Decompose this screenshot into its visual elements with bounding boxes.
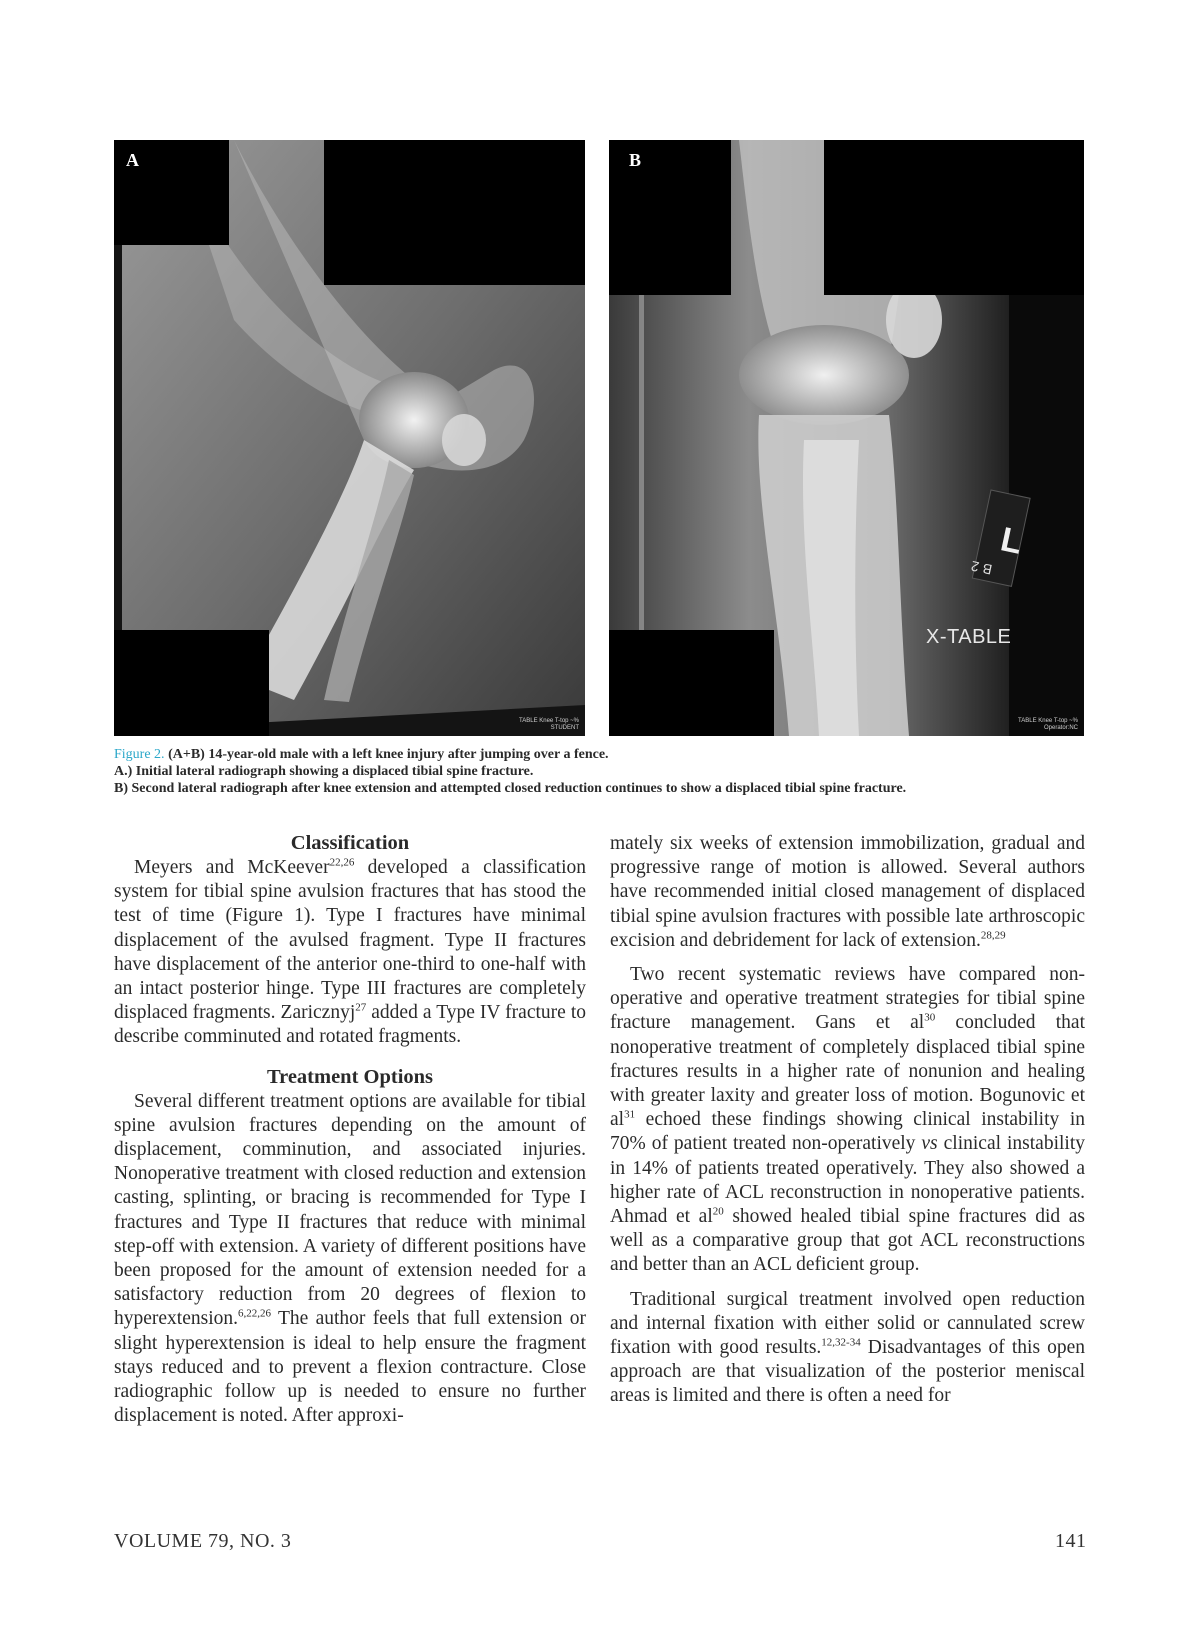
citation: 31: [624, 1108, 636, 1121]
radiograph-panel-a: [114, 140, 585, 736]
radiograph-b-image: [609, 140, 1084, 736]
figure-caption: [114, 746, 1094, 797]
citation: 20: [712, 1205, 724, 1218]
citation: 12,32-34: [821, 1336, 861, 1349]
journal-volume: VOLUME 79, NO. 3: [114, 1530, 292, 1552]
paragraph-classification: Meyers and McKeever$^{22,26}$ developed a classification system for tibial spine avulsion fractures that has stood the test of time (Figure 1). Type I fractures have minimal displacement of the avulsed fragment. Type II fractures have displacement of the anterior one-third to one-half with an intact posterior hinge. Type III fractures are completely displaced fragments. Zaricznyj$^{27}$ added a Type IV fracture to describe comminuted and rotated fragments.: [114, 856, 587, 1048]
paragraph-continued: mately six weeks of extension immobilization, gradual and progressive range of motion is allowed. Several authors have recommended initial closed management of displaced tibial spine avulsion fractures with possible late arthroscopic excision and debridement for lack of extension.$^{28,29}$: [610, 833, 1085, 951]
panel-b-imprint: TABLE Knee T-top ~% Operator:NC: [1018, 718, 1078, 731]
paragraph-treatment-options: Several different treatment options are available for tibial spine avulsion fractures depending on the amount of displacement, comminution, and associated injuries. Nonoperative treatment with closed reduction and extension casting, splinting, or bracing is recommended for Type I fractures and Type II fractures that reduce with minimal step-off with extension. A variety of different positions have been proposed for the amount of extension needed for a satisfactory reduction from 20 degrees of flexion to hyperextension.$^{6,22,26}$ The author feels that full extension or slight hyperextension is ideal to help ensure the fragment stays reduced and to prevent a flexion contracture. Close radiographic follow up is needed to ensure no further displacement is noted. After approxi-: [114, 1090, 586, 1427]
side-marker-letter: L: [997, 520, 1026, 562]
caption-line-1: Figure 2. (A+B) 14-year-old male with a left knee injury after jumping over a fence.: [114, 747, 609, 762]
citation: 6,22,26: [238, 1307, 272, 1320]
radiograph-panel-b: [609, 140, 1084, 736]
panel-a-label: A: [126, 150, 139, 170]
citation: 27: [355, 1001, 367, 1014]
paragraph-systematic-reviews: Two recent systematic reviews have compared non-operative and operative treatment strategies for tibial spine fracture management. Gans et $al^{30}$ concluded that nonoperative treatment of completely displaced tibial spine fractures results in a higher rate of nonunion and healing with greater laxity and greater loss of motion. Bogunovic et $al^{31}$ echoed these findings showing clinical instability in 70% of patient treated non-operatively vs clinical instability in 14% of patients treated operatively. They also showed a higher rate of ACL reconstruction in nonoperative patients. Ahmad et $al^{20}$ showed healed tibial spine fractures did as well as a comparative group that got ACL reconstructions and better than an ACL deficient group.: [610, 964, 1086, 1276]
right-column: [610, 832, 1085, 1409]
citation: 28,29: [980, 929, 1006, 942]
figure-reference: Figure 2.: [114, 747, 165, 762]
left-column: [114, 832, 586, 1428]
citation: 30: [924, 1011, 936, 1024]
italic-vs: vs: [921, 1133, 938, 1155]
side-marker-code: B 2: [969, 557, 994, 579]
panel-a-imprint: TABLE Knee T-top ~% STUDENT: [519, 718, 579, 731]
paragraph-surgical-treatment: Traditional surgical treatment involved open reduction and internal fixation with either solid or cannulated screw fixation with good results.$^{12,32-34}$ Disadvantages of this open approach are that visualization of the posterior meniscal areas is limited and there is often a need for: [610, 1288, 1085, 1407]
heading-classification: Classification: [290, 832, 410, 854]
caption-line-2: A.) Initial lateral radiograph showing a displaced tibial spine fracture.: [114, 764, 534, 779]
caption-line-3: B) Second lateral radiograph after knee extension and attempted closed reduction continues to show a displaced tibial spine fracture.: [114, 781, 907, 796]
radiograph-a-image: [114, 140, 585, 736]
citation: 22,26: [329, 856, 355, 869]
panel-b-label: B: [629, 150, 642, 170]
x-table-label: X-TABLE: [926, 626, 1012, 648]
page-number: 141: [1055, 1530, 1087, 1552]
heading-treatment-options: Treatment Options: [266, 1065, 434, 1088]
